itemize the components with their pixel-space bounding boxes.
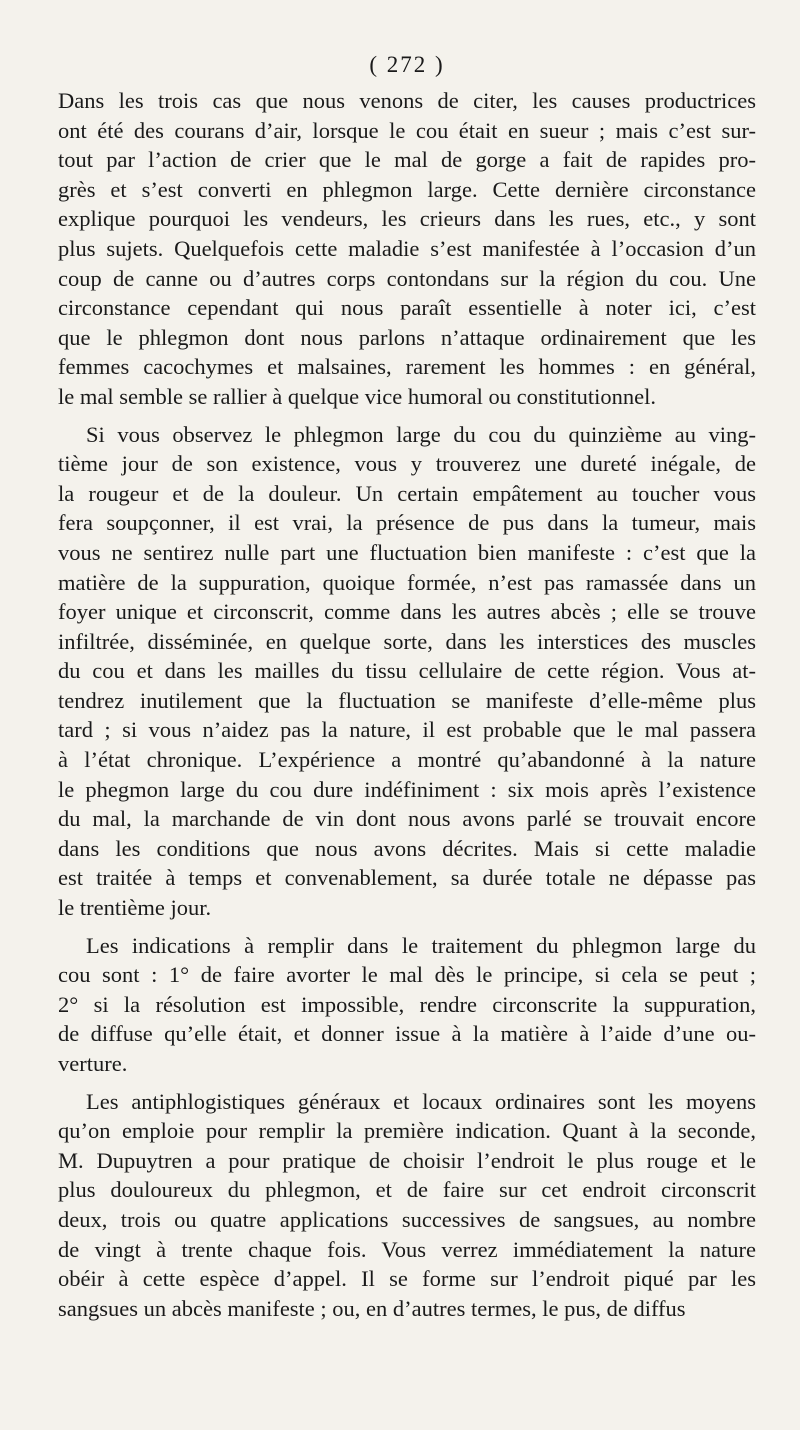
text-line: que le phlegmon dont nous parlons n’attaque ordinairement que les [58,324,756,350]
text-line: dans les conditions que nous avons décrites. Mais si cette maladie [58,835,756,861]
text-line: matière de la suppuration, quoique formée, n’est pas ramassée dans un [58,569,756,595]
text-line: 2° si la résolution est impossible, rendre circonscrite la suppuration, [58,991,756,1017]
paragraph [58,420,756,923]
text-line: obéir à cette espèce d’appel. Il se forme sur l’endroit piqué par les [58,1266,756,1292]
body-text [58,86,756,1323]
paragraph [58,1087,756,1324]
text-line: le phegmon large du cou dure indéfiniment : six mois après l’existence [58,776,756,802]
text-line: du cou et dans les mailles du tissu cellulaire de cette région. Vous at- [58,658,756,684]
text-line: tout par l’action de crier que le mal de gorge a fait de rapides pro- [58,147,756,173]
text-line: sangsues un abcès manifeste ; ou, en d’autres termes, le pus, de diffus [58,1295,686,1321]
text-line: vous ne sentirez nulle part une fluctuation bien manifeste : c’est que la [58,539,756,565]
text-line: cou sont : 1° de faire avorter le mal dès le principe, si cela se peut ; [58,962,756,988]
text-line: qu’on emploie pour remplir la première indication. Quant à la seconde, [58,1118,756,1144]
text-line: Les antiphlogistiques généraux et locaux ordinaires sont les moyens [86,1088,756,1114]
text-line: Dans les trois cas que nous venons de citer, les causes productrices [58,88,756,113]
text-line: tard ; si vous n’aidez pas la nature, il est probable que le mal passera [58,717,756,743]
page-number: ( 272 ) [369,52,445,77]
text-line: le mal semble se rallier à quelque vice humoral ou constitutionnel. [58,383,656,409]
text-line: de diffuse qu’elle était, et donner issue à la matière à l’aide d’une ou- [58,1021,756,1047]
text-line: de vingt à trente chaque fois. Vous verrez immédiatement la nature [58,1236,756,1262]
text-line: tendrez inutilement que la fluctuation se manifeste d’elle-même plus [58,687,756,713]
text-line: verture. [58,1051,128,1076]
text-line: femmes cacochymes et malsaines, rarement les hommes : en général, [58,354,756,380]
text-line: Si vous observez le phlegmon large du cou du quinzième au ving- [86,421,756,447]
text-line: est traitée à temps et convenablement, sa durée totale ne dépasse pas [58,865,756,891]
text-line: explique pourquoi les vendeurs, les crieurs dans les rues, etc., y sont [58,206,756,232]
text-line: grès et s’est converti en phlegmon large. Cette dernière circonstance [58,176,756,202]
text-line: plus douloureux du phlegmon, et de faire sur cet endroit circonscrit [58,1177,756,1203]
text-line: plus sujets. Quelquefois cette maladie s’est manifestée à l’occasion d’un [58,235,756,261]
text-line: du mal, la marchande de vin dont nous avons parlé se trouvait encore [58,806,756,832]
text-line: circonstance cependant qui nous paraît essentielle à noter ici, c’est [58,295,756,321]
text-line: le trentième jour. [58,895,212,921]
text-line: M. Dupuytren a pour pratique de choisir l’endroit le plus rouge et le [58,1147,756,1173]
paragraph [58,86,756,412]
text-line: infiltrée, disséminée, en quelque sorte, dans les interstices des muscles [58,628,756,654]
paragraph [58,931,756,1079]
text-line: fera soupçonner, il est vrai, la présence de pus dans la tumeur, mais [58,510,756,536]
text-line: la rougeur et de la douleur. Un certain empâtement au toucher vous [58,480,756,506]
text-line: ont été des courans d’air, lorsque le cou était en sueur ; mais c’est sur- [58,117,756,143]
text-line: tième jour de son existence, vous y trouverez une dureté inégale, de [58,451,756,477]
text-line: deux, trois ou quatre applications successives de sangsues, au nombre [58,1206,756,1232]
text-line: à l’état chronique. L’expérience a montré qu’abandonné à la nature [58,747,756,773]
text-line: foyer unique et circonscrit, comme dans les autres abcès ; elle se trouve [58,599,756,625]
text-line: Les indications à remplir dans le traitement du phlegmon large du [86,932,756,958]
text-line: coup de canne ou d’autres corps contondans sur la région du cou. Une [58,265,756,291]
